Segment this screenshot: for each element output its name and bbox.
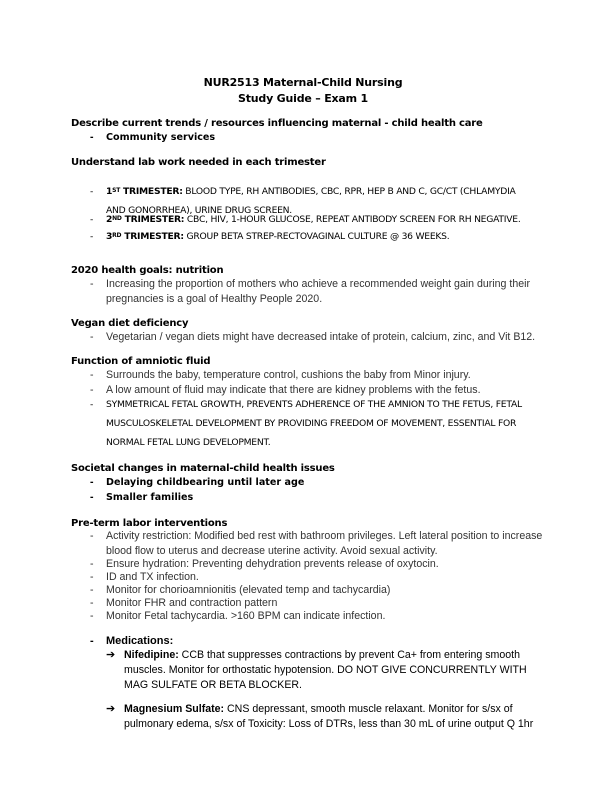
section-heading-trends: Describe current trends / resources influencing maternal - child health care [71, 118, 483, 129]
section-heading-amniotic: Function of amniotic fluid [71, 356, 211, 367]
bullet-dash: - [90, 635, 94, 647]
section-heading-preterm: Pre-term labor interventions [71, 518, 228, 529]
list-item-text: Vegetarian / vegan diets might have decreased intake of protein, calcium, zinc, and Vit B12. [106, 331, 536, 343]
medication-text: Magnesium Sulfate: CNS depressant, smooth muscle relaxant. Monitor for s/sx of pulmonary edema, s/sx of Toxicity: Loss of DTRs, less than 30 mL of urine output Q 1hr [124, 703, 534, 730]
bullet-dash: - [90, 331, 94, 343]
medications-label: Medications: [106, 635, 174, 647]
section-heading-societal: Societal changes in maternal-child health issues [71, 463, 335, 474]
list-item-text: Community services [106, 132, 216, 143]
section-heading-health-goals: 2020 health goals: nutrition [71, 265, 224, 276]
section-heading-labwork: Understand lab work needed in each trimester [71, 157, 326, 168]
list-item-text: 1ST TRIMESTER: BLOOD TYPE, RH ANTIBODIES, CBC, RPR, HEP B AND C, GC/CT (CHLAMYDIA AND GONORRHEA), URINE DRUG SCREEN. [106, 186, 516, 216]
list-item-text: Monitor for chorioamnionitis (elevated temp and tachycardia) [106, 584, 391, 596]
bullet-dash: - [90, 278, 94, 290]
list-item-text: A low amount of fluid may indicate that there are kidney problems with the fetus. [106, 384, 481, 396]
list-item-text: Activity restriction: Modified bed rest with bathroom privileges. Left lateral position to increase blood flow to uterus and decrease uterine activity. Avoid sexual activity. [106, 530, 543, 557]
bullet-dash: - [90, 214, 94, 225]
bullet-dash: - [90, 131, 94, 143]
list-item-text: Monitor FHR and contraction pattern [106, 597, 278, 609]
bullet-dash: - [90, 597, 94, 609]
bullet-dash: - [90, 399, 94, 410]
bullet-dash: - [90, 476, 94, 488]
bullet-dash: - [90, 384, 94, 396]
list-item-text: SYMMETRICAL FETAL GROWTH, PREVENTS ADHERENCE OF THE AMNION TO THE FETUS, FETAL MUSCULOSKELETAL DEVELOPMENT BY PROVIDING FREEDOM OF MOVEMENT, ESSENTIAL FOR NORMAL FETAL LUNG DEVELOPMENT. [106, 399, 522, 448]
bullet-dash: - [90, 231, 94, 242]
bullet-dash: - [90, 571, 94, 583]
list-item-text: Increasing the proportion of mothers who achieve a recommended weight gain during their pregnancies is a goal of Healthy People 2020. [106, 278, 530, 305]
bullet-dash: - [90, 530, 94, 542]
medication-text: Nifedipine: CCB that suppresses contractions by prevent Ca+ from entering smooth muscles. Monitor for orthostatic hypotension. DO NOT GIVE CONCURRENTLY WITH MAG SULFATE OR BETA BLOCKER. [124, 649, 527, 691]
list-item-text: 3RD TRIMESTER: GROUP BETA STREP-RECTOVAGINAL CULTURE @ 36 WEEKS. [106, 231, 450, 242]
bullet-dash: - [90, 369, 94, 381]
bullet-dash: - [90, 584, 94, 596]
arrow-icon: ➔ [106, 703, 116, 715]
bullet-dash: - [90, 610, 94, 622]
list-item-text: ID and TX infection. [106, 571, 199, 583]
section-heading-vegan: Vegan diet deficiency [71, 318, 189, 329]
list-item-text: Monitor Fetal tachycardia. >160 BPM can indicate infection. [106, 610, 386, 622]
list-item-text: Smaller families [106, 492, 194, 503]
bullet-dash: - [90, 491, 94, 503]
list-item-text: Delaying childbearing until later age [106, 477, 305, 488]
arrow-icon: ➔ [106, 649, 116, 661]
list-item-text: Surrounds the baby, temperature control, cushions the baby from Minor injury. [106, 369, 471, 381]
document-title: NUR2513 Maternal-Child Nursing [203, 76, 403, 89]
document-subtitle: Study Guide – Exam 1 [238, 92, 368, 105]
list-item-text: Ensure hydration: Preventing dehydration prevents release of oxytocin. [106, 558, 439, 570]
list-item-text: 2ND TRIMESTER: CBC, HIV, 1-HOUR GLUCOSE, REPEAT ANTIBODY SCREEN FOR RH NEGATIVE. [106, 214, 521, 225]
bullet-dash: - [90, 558, 94, 570]
bullet-dash: - [90, 186, 94, 197]
